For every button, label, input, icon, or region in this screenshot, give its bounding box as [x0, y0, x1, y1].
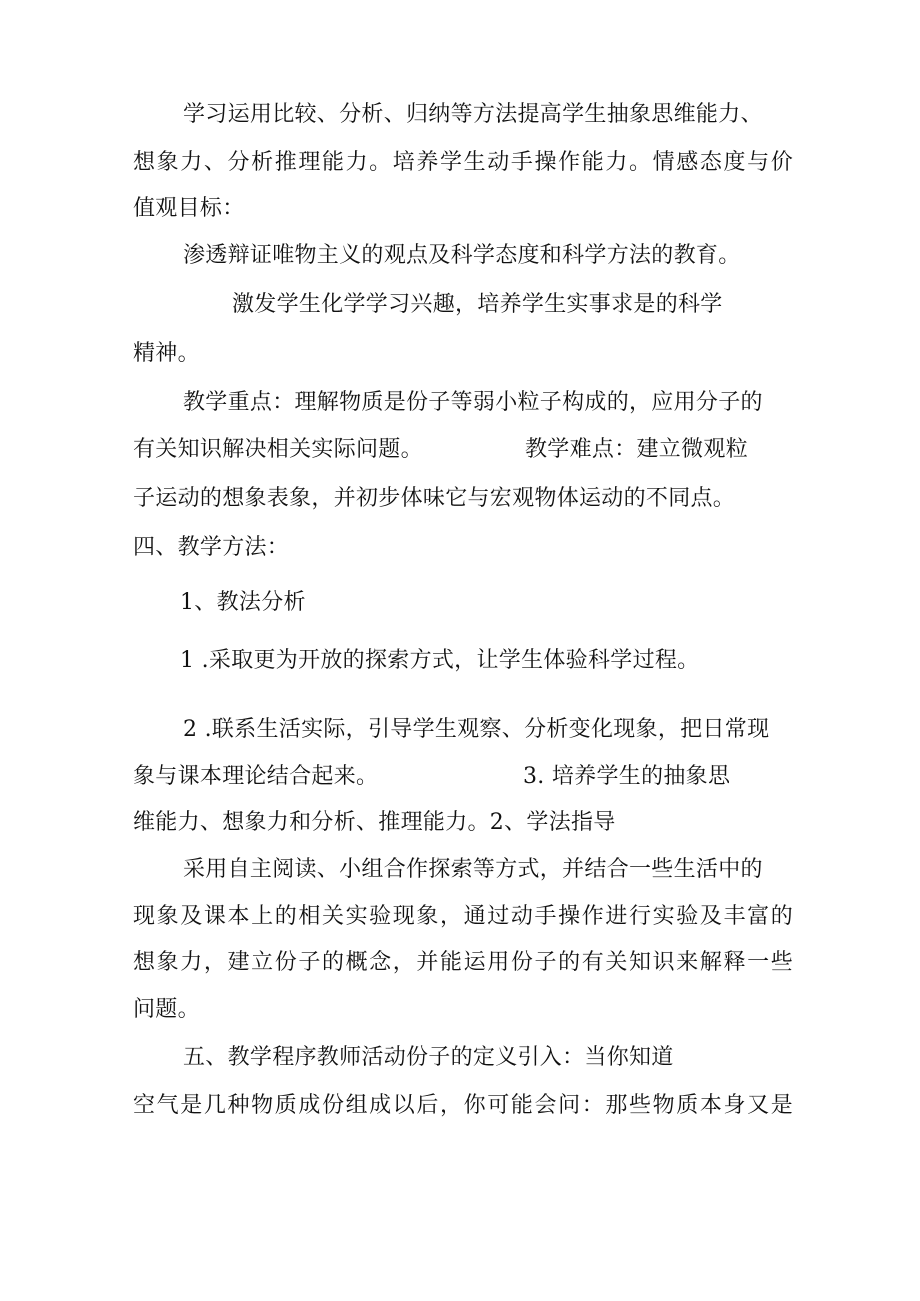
subsection-heading: 1、教法分析: [180, 590, 306, 615]
section-heading: 四、教学方法：: [133, 535, 290, 560]
text-line: 现象及课本上的相关实验现象，通过动手操作进行实验及丰富的: [133, 904, 793, 929]
text-line: 有关知识解决相关实际问题。: [133, 437, 423, 462]
list-item: 3. 培养学生的抽象思: [523, 764, 731, 789]
text-line: 渗透辩证唯物主义的观点及科学态度和科学方法的教育。: [183, 243, 741, 268]
text-line: 教学重点：理解物质是份子等弱小粒子构成的，应用分子的: [183, 390, 763, 415]
section-heading: 五、教学程序教师活动份子的定义引入：当你知道: [183, 1045, 674, 1070]
text-line: 学习运用比较、分析、归纳等方法提高学生抽象思维能力、: [183, 102, 763, 127]
text-line: 采用自主阅读、小组合作探索等方式，并结合一些生活中的: [183, 857, 763, 882]
text-line: 想象力，建立份子的概念，并能运用份子的有关知识来解释一些: [133, 950, 793, 975]
list-item: 1 .采取更为开放的探索方式，让学生体验科学过程。: [180, 648, 700, 673]
text-line: 激发学生化学学习兴趣，培养学生实事求是的科学: [232, 292, 723, 317]
text-line: 子运动的想象表象，并初步体味它与宏观物体运动的不同点。: [133, 486, 736, 511]
text-line: 教学难点：建立微观粒: [525, 437, 749, 462]
text-line: 空气是几种物质成份组成以后，你可能会问：那些物质本身又是: [133, 1093, 793, 1118]
text-line: 值观目标：: [133, 196, 245, 221]
text-line: 精神。: [133, 341, 200, 366]
text-line: 维能力、想象力和分析、推理能力。2、学法指导: [133, 810, 616, 835]
text-line: 象与课本理论结合起来。: [133, 764, 379, 789]
text-line: 想象力、分析推理能力。培养学生动手操作能力。情感态度与价: [133, 150, 793, 175]
text-line: 问题。: [133, 997, 200, 1022]
list-item: 2 .联系生活实际，引导学生观察、分析变化现象，把日常现: [183, 717, 770, 742]
